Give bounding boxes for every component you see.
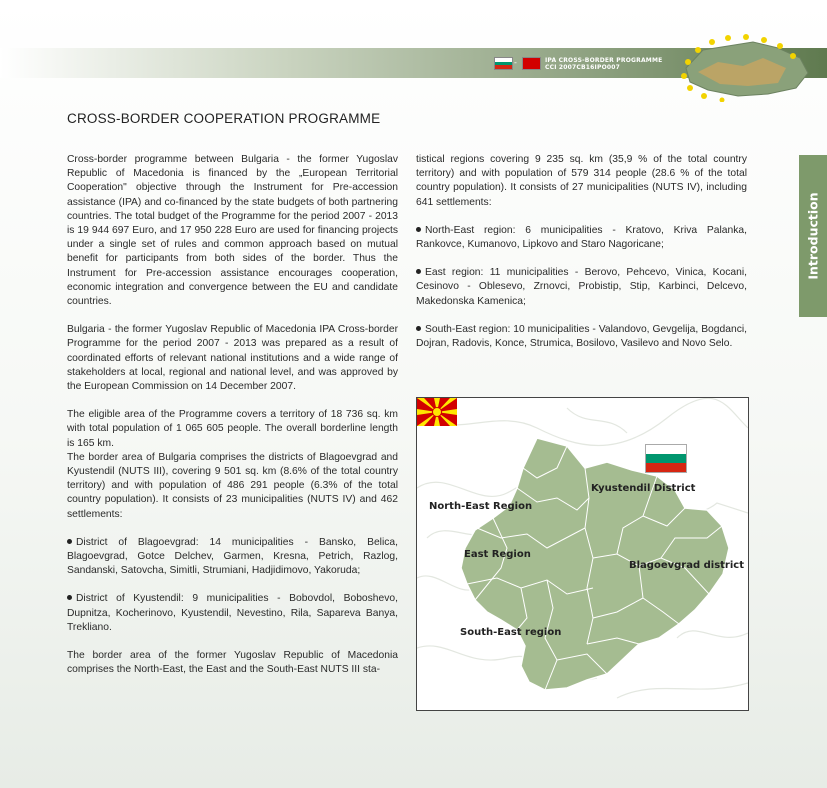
programme-label-line1: IPA CROSS-BORDER PROGRAMME	[545, 57, 663, 64]
bullet-icon	[416, 227, 421, 232]
region-map	[416, 397, 749, 711]
list-item	[67, 536, 398, 579]
list-item	[416, 224, 747, 252]
list-item	[67, 592, 398, 635]
bulgaria-flag-icon	[494, 57, 513, 70]
paragraph: tistical regions covering 9 235 sq. km (35,9 % of the total country territory) and with population of 579 314 people (28.6 % of the total country population). It consists of 27 municipalities (NUTS IV), including 641 settlements:	[416, 154, 747, 208]
bullet-icon	[67, 539, 72, 544]
paragraph: The eligible area of the Programme covers a territory of 18 736 sq. km with total population of 1 065 605 people. The overall borderline length is 165 km.	[67, 409, 398, 449]
flag-separator: -	[514, 58, 517, 67]
list-item	[416, 266, 747, 309]
map-label-north-east: North-East Region	[429, 501, 533, 512]
text-column-left	[67, 153, 398, 692]
programme-label	[545, 57, 662, 71]
map-label-east: East Region	[464, 549, 531, 560]
list-item-text: East region: 11 municipalities - Berovo, Pehcevo, Vinica, Kocani, Cesinovo - Oblesevo, Zrnovci, Probistip, Stip, Karbinci, Delcevo, Makedonska Kamenica;	[416, 267, 747, 307]
list-item-text: District of Blagoevgrad: 14 municipalities - Bansko, Belica, Blagoevgrad, Gotce Delchev, Garmen, Kresna, Petrich, Razlog, Sandanski, Satovcha, Simitli, Strumiani, Hadjidimovo, Yakoruda;	[67, 536, 398, 577]
paragraph: Cross-border programme between Bulgaria - the former Yugoslav Republic of Macedonia is financed by the „European Territorial Cooperation" objective through the Instrument for Pre-accession assistance (IPA) and co-financed by the state budgets of both partnering countries. The total budget of the Programme for the period 2007 - 2013 is 19 944 697 Euro, and 17 950 228 Euro are used for financing projects under a single set of rules and common approach based on mutual benefit for participants from both sides of the border. Thus the Instrument for Pre-accession assistance encourages cooperation, economic integration and convergence between the EU and candidate countries.	[67, 154, 398, 308]
tab-introduction[interactable]	[799, 155, 827, 317]
bulgaria-flag-icon	[645, 444, 687, 473]
text-column-right	[416, 153, 747, 365]
bullet-icon	[416, 326, 421, 331]
bullet-icon	[416, 269, 421, 274]
list-item-text: South-East region: 10 municipalities - Valandovo, Gevgelija, Bogdanci, Dojran, Radovis, Konce, Strumica, Bosilovo, Vasilevo and Novo Selo.	[416, 323, 747, 350]
macedonia-flag-icon	[417, 398, 457, 426]
list-item-text: District of Kyustendil: 9 municipalities - Bobovdol, Boboshevo, Dupnitza, Kocherinovo, Kyustendil, Nevestino, Rila, Sapareva Banya, Trekliano.	[67, 593, 398, 633]
page-title: CROSS-BORDER COOPERATION PROGRAMME	[67, 111, 381, 126]
map-label-blagoevgrad: Blagoevgrad district	[629, 560, 744, 571]
list-item-text: North-East region: 6 municipalities - Kratovo, Kriva Palanka, Rankovce, Kumanovo, Lipkovo and Staro Nagoricane;	[416, 224, 747, 251]
programme-label-line2: CCI 2007CB16IPO007	[545, 64, 621, 71]
macedonia-flag-icon	[522, 57, 541, 70]
map-label-kyustendil: Kyustendil District	[591, 483, 696, 494]
paragraph: The border area of the former Yugoslav Republic of Macedonia comprises the North-East, the East and the South-East NUTS III sta-	[67, 650, 398, 676]
list-item	[416, 323, 747, 351]
bullet-icon	[67, 595, 72, 600]
paragraph: The border area of Bulgaria comprises the districts of Blagoevgrad and Kyustendil (NUTS III), covering 9 501 sq. km (8.6% of the total country territory) and with population of 486 291 people (6.3% of the total country population). It consists of 23 municipalities (NUTS IV) and 462 settlements:	[67, 451, 398, 520]
tab-introduction-label: Introduction	[805, 192, 821, 280]
map-label-south-east: South-East region	[460, 627, 562, 638]
paragraph: Bulgaria - the former Yugoslav Republic of Macedonia IPA Cross-border Programme for the period 2007 - 2013 was prepared as a result of coordinated efforts of relevant national institutions and a wide range of stakeholders at local, regional and national level, and was approved by the European Commission on 14 December 2007.	[67, 324, 398, 393]
programme-logo	[668, 28, 818, 102]
